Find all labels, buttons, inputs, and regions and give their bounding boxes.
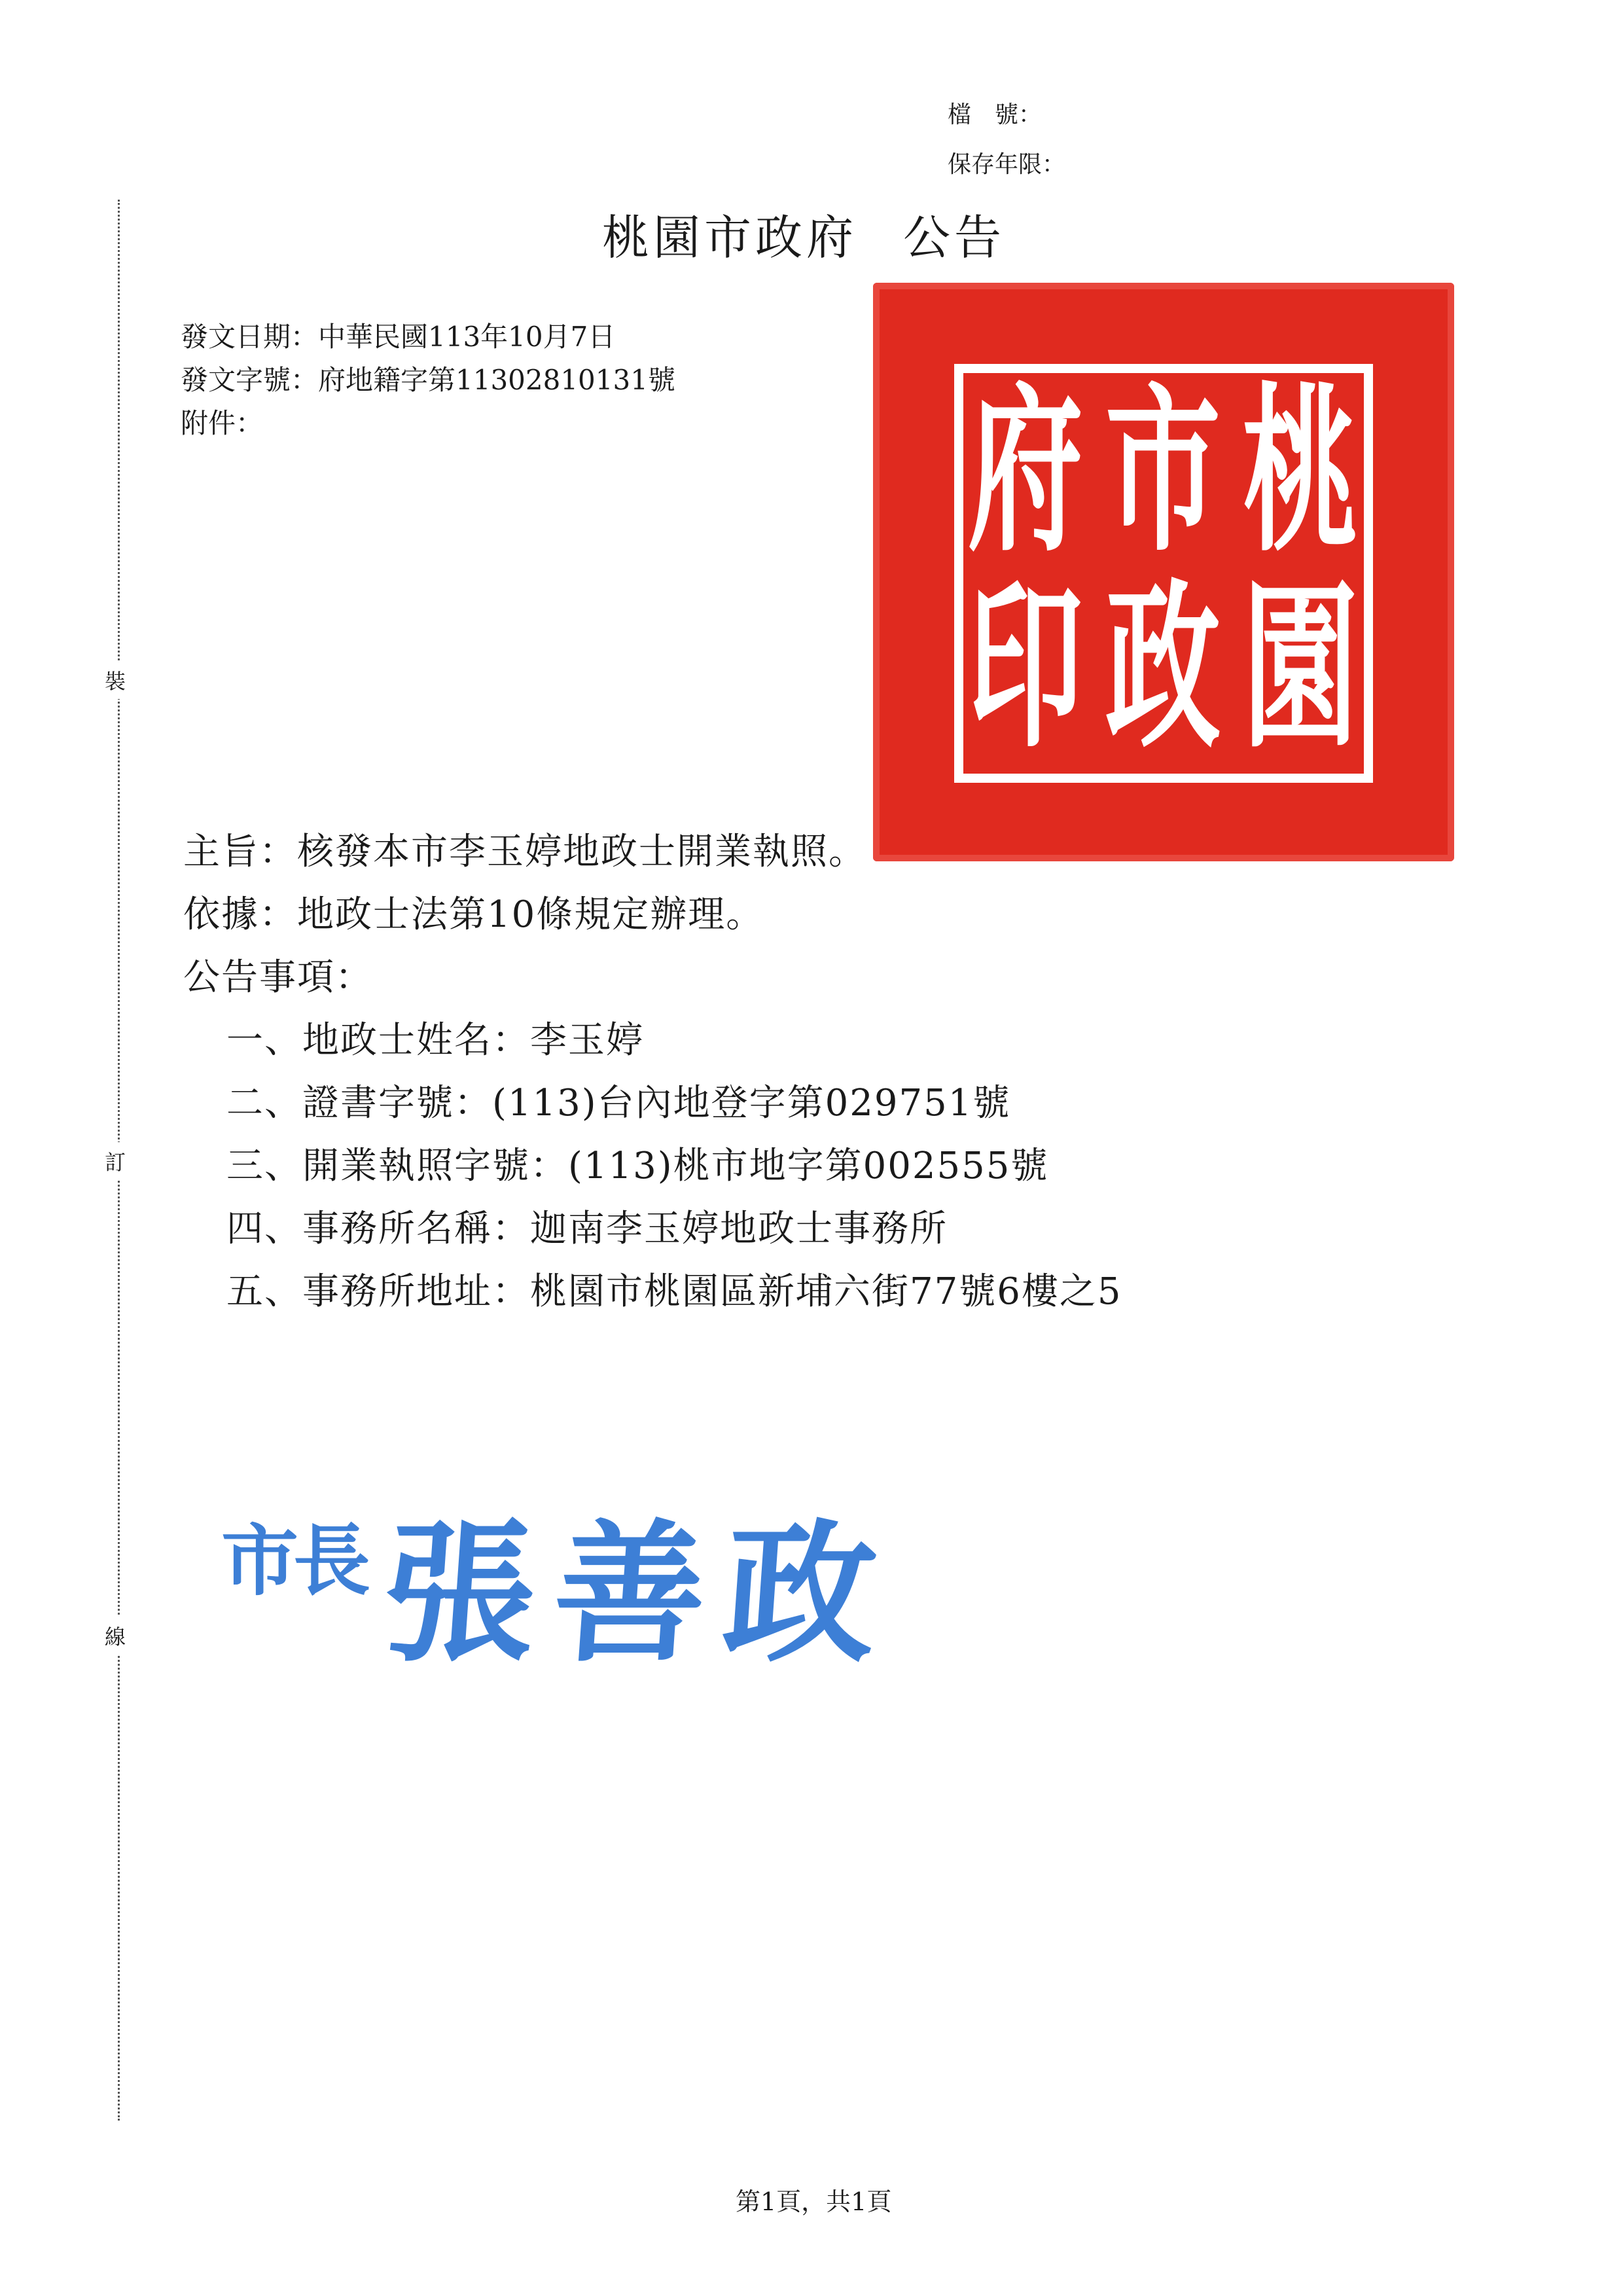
list-item: 一、地政士姓名：李玉婷 (226, 1019, 644, 1062)
file-info (948, 90, 1065, 190)
binding-char-xian: 線 (105, 1617, 126, 1655)
seal-char: 桃 (1242, 365, 1358, 576)
seal-char: 政 (1105, 562, 1221, 772)
binding-char-zhuang: 裝 (105, 661, 126, 699)
announcement-body (183, 821, 1122, 1323)
subject-line: 主旨：核發本市李玉婷地政士開業執照。 (183, 831, 866, 873)
items-heading: 公告事項： (183, 956, 373, 999)
page-number: 第1頁，共1頁 (736, 2187, 892, 2216)
signature-name: 張善政 (378, 1504, 901, 1683)
file-number-label: 檔 號： (948, 101, 1043, 128)
document-meta (181, 315, 675, 445)
title-doc-type: 公告 (903, 210, 1006, 265)
seal-char: 市 (1105, 365, 1221, 576)
document-title (602, 200, 1005, 268)
seal-char: 府 (967, 365, 1083, 576)
list-item: 五、事務所地址：桃園市桃園區新埔六街77號6樓之5 (226, 1270, 1122, 1313)
list-item: 四、事務所名稱：迦南李玉婷地政士事務所 (226, 1208, 948, 1250)
seal-char: 印 (967, 562, 1083, 772)
document-number: 發文字號：府地籍字第11302810131號 (181, 364, 675, 396)
basis-line: 依據：地政士法第10條規定辦理。 (183, 893, 764, 936)
list-item: 三、開業執照字號：(113)桃市地字第002555號 (226, 1145, 1049, 1187)
seal-frame (954, 364, 1373, 783)
signature-title: 市長 (221, 1515, 366, 1606)
mayor-signature-stamp (221, 1473, 901, 1691)
title-org: 桃園市政府 (602, 210, 858, 265)
attachment-label: 附件： (181, 407, 264, 439)
list-item: 二、證書字號：(113)台內地登字第029751號 (226, 1082, 1011, 1124)
issue-date: 發文日期：中華民國113年10月7日 (181, 321, 616, 353)
binding-char-ding: 訂 (105, 1142, 126, 1180)
retention-period-label: 保存年限： (948, 151, 1066, 178)
seal-char: 園 (1242, 562, 1358, 772)
official-seal (873, 283, 1454, 861)
